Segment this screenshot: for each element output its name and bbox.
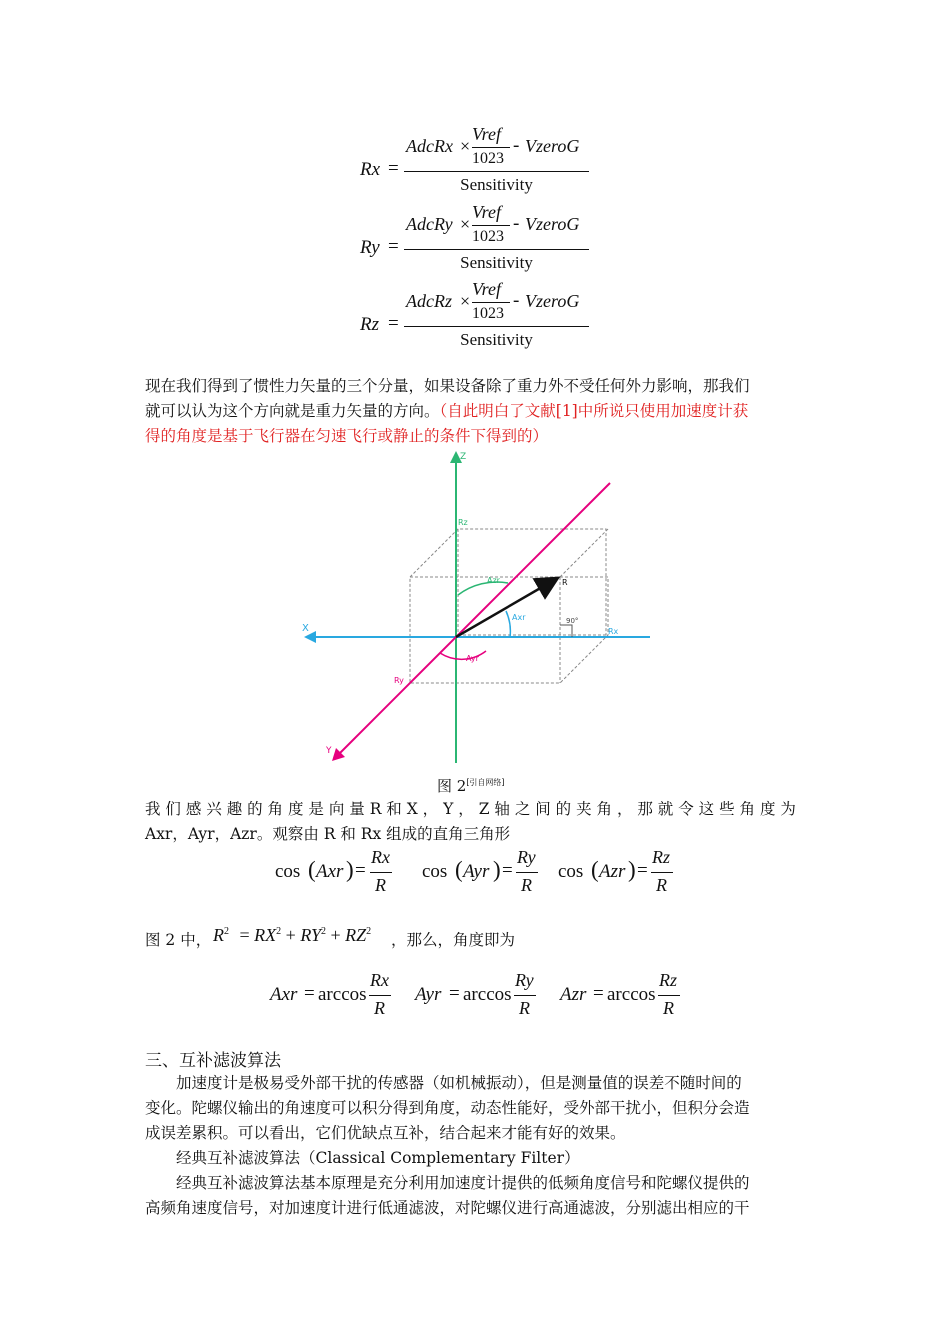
denominator-r: R [374, 998, 385, 1018]
ayr-term: Ayr [463, 861, 490, 882]
text-span: 就可以认为这个方向就是重力矢量的方向。 [145, 402, 440, 420]
cos-fn: cos [422, 861, 448, 882]
arccos-fn: arccos [463, 984, 512, 1005]
r-label: R [562, 578, 568, 587]
cos-fn: cos [275, 861, 301, 882]
divisor-1023: 1023 [472, 150, 504, 167]
text-line: 我 们 感 兴 趣 的 角 度 是 向 量 R 和 X ， Y ， Z 轴 之 间 的 夹 角 ， 那 就 令 这 些 角 度 为 [145, 800, 796, 818]
fraction-line [514, 995, 536, 996]
axr-term: Axr [270, 984, 298, 1005]
divisor-1023: 1023 [472, 305, 504, 322]
exponent: 2 [366, 926, 372, 937]
times-sign: × [460, 214, 471, 234]
rx-label: Rx [608, 627, 619, 636]
denominator-r: R [656, 875, 667, 895]
arccos-equations [270, 968, 700, 1024]
formula-rz-numerator [404, 277, 589, 325]
denominator: Sensitivity [460, 175, 533, 194]
equals-sign: = [593, 983, 604, 1004]
rz-symbol: RZ [345, 925, 367, 945]
figure-caption [437, 775, 505, 796]
inner-fraction-line [472, 147, 510, 148]
azr-label: Azr [487, 576, 500, 585]
fraction-line [651, 872, 673, 873]
equals-sign: = [239, 925, 250, 945]
adc-term: AdcRy [406, 214, 453, 234]
adc-term: AdcRz [406, 291, 452, 311]
paren-open: ( [455, 857, 463, 882]
denominator-r: R [663, 998, 674, 1018]
numerator-rx: Rx [370, 970, 389, 990]
minus-sign: - [513, 213, 520, 234]
text-line: 成误差累积。可以看出，它们优缺点互补，结合起来才能有好的效果。 [145, 1124, 626, 1142]
equals-sign: = [388, 236, 399, 257]
fraction-line [658, 995, 680, 996]
r-squared-expression [213, 925, 371, 946]
z-axis-label: Z [460, 452, 467, 462]
vref-term: Vref [472, 202, 501, 222]
y-axis-label: Y [326, 746, 332, 756]
azr-term: Azr [560, 984, 587, 1005]
text-line: Axr，Ayr，Azr。观察由 R 和 Rx 组成的直角三角形 [145, 825, 511, 843]
r-symbol: R [213, 925, 224, 945]
minus-sign: - [513, 135, 520, 156]
paragraph-gravity-vector [145, 374, 807, 449]
text-line: 变化。陀螺仪输出的角速度可以积分得到角度，动态性能好，受外部干扰小，但积分会造 [145, 1099, 750, 1117]
ayr-arc [440, 651, 486, 659]
denominator: Sensitivity [460, 253, 533, 272]
exponent: 2 [224, 926, 229, 937]
numerator-rx: Rx [371, 847, 390, 867]
adc-term: AdcRx [406, 136, 453, 156]
paren-close: ) [346, 857, 354, 882]
x-axis-label: X [302, 623, 309, 634]
numerator-ry: Ry [517, 847, 536, 867]
times-sign: × [460, 136, 471, 156]
times-sign: × [460, 291, 471, 311]
paren-close: ) [628, 857, 636, 882]
section-body [145, 1071, 807, 1221]
inner-fraction-line [472, 225, 510, 226]
arccos-fn: arccos [318, 984, 367, 1005]
formula-rz [360, 277, 600, 355]
azr-term: Azr [599, 861, 626, 882]
r-squared-line [145, 924, 807, 952]
denominator-r: R [519, 998, 530, 1018]
paren-open: ( [591, 857, 599, 882]
formula-ry-numerator [404, 200, 589, 248]
plus-sign: + [285, 925, 296, 945]
denominator-r: R [521, 875, 532, 895]
vzero-term: VzeroG [525, 291, 580, 311]
fraction-line [516, 872, 538, 873]
rz-label: Rz [458, 518, 468, 527]
ayr-label: Ayr [466, 654, 479, 663]
equals-sign: = [388, 313, 399, 334]
axr-arc [506, 611, 510, 637]
formula-lhs: Rx [360, 159, 381, 180]
inner-fraction-line [472, 302, 510, 303]
vzero-term: VzeroG [525, 214, 580, 234]
vzero-term: VzeroG [525, 136, 580, 156]
caption-citation: [引自网络] [466, 778, 505, 787]
arccos-fn: arccos [607, 984, 656, 1005]
denominator-r: R [375, 875, 386, 895]
ry-symbol: RY [300, 925, 321, 945]
rx-symbol: RX [254, 925, 277, 945]
minus-sign: - [513, 290, 520, 311]
ry-label: Ry [394, 676, 404, 685]
vref-term: Vref [472, 124, 501, 144]
plus-sign: + [330, 925, 341, 945]
vref-term: Vref [472, 279, 501, 299]
section-heading: 三、互补滤波算法 [145, 1051, 281, 1071]
fraction-line [369, 995, 391, 996]
formula-rx-numerator [404, 122, 589, 170]
text-line: 加速度计是极易受外部干扰的传感器（如机械振动），但是测量值的误差不随时间的 [176, 1074, 742, 1092]
fraction-line [404, 171, 589, 172]
ayr-term: Ayr [415, 984, 442, 1005]
exponent: 2 [276, 926, 282, 937]
text-line: 现在我们得到了惯性力矢量的三个分量，如果设备除了重力外不受任何外力影响，那我们 [145, 377, 750, 395]
text-line: 经典互补滤波算法基本原理是充分利用加速度计提供的低频角度信号和陀螺仪提供的 [176, 1174, 750, 1192]
formula-ry [360, 200, 600, 278]
fraction-line [370, 872, 392, 873]
numerator-rz: Rz [652, 847, 670, 867]
paragraph-angles [145, 797, 807, 847]
paren-open: ( [308, 857, 316, 882]
caption-text: 图 2 [437, 777, 467, 795]
exponent: 2 [321, 926, 326, 937]
numerator-ry: Ry [515, 970, 534, 990]
fraction-line [404, 249, 589, 250]
denominator: Sensitivity [460, 330, 533, 349]
divisor-1023: 1023 [472, 228, 504, 245]
text-span: ，那么，角度即为 [391, 931, 516, 949]
equals-sign: = [388, 158, 399, 179]
axr-label: Axr [512, 613, 526, 622]
cos-fn: cos [558, 861, 584, 882]
formula-lhs: Ry [360, 237, 380, 258]
figure-2-vector-diagram [290, 445, 670, 775]
equals-sign: = [637, 860, 648, 881]
red-annotation: 得的角度是基于飞行器在匀速飞行或静止的条件下得到的） [145, 427, 549, 445]
numerator-rz: Rz [659, 970, 677, 990]
right-angle-label: 90° [566, 617, 579, 625]
cos-equations [275, 845, 695, 901]
fraction-line [404, 326, 589, 327]
equals-sign: = [449, 983, 460, 1004]
text-line [145, 399, 807, 424]
paren-close: ) [493, 857, 501, 882]
text-line: 经典互补滤波算法（Classical Complementary Filter） [176, 1149, 580, 1167]
axr-term: Axr [316, 861, 344, 882]
text-line: 高频角速度信号，对加速度计进行低通滤波，对陀螺仪进行高通滤波，分别滤出相应的干 [145, 1199, 750, 1217]
formula-lhs: Rz [360, 314, 379, 335]
red-annotation: （自此明白了文献[1]中所说只使用加速度计获 [439, 402, 749, 420]
equals-sign: = [502, 860, 513, 881]
formula-rx [360, 122, 600, 200]
equals-sign: = [355, 860, 366, 881]
text-span: 图 2 中， [145, 931, 212, 949]
equals-sign: = [304, 983, 315, 1004]
